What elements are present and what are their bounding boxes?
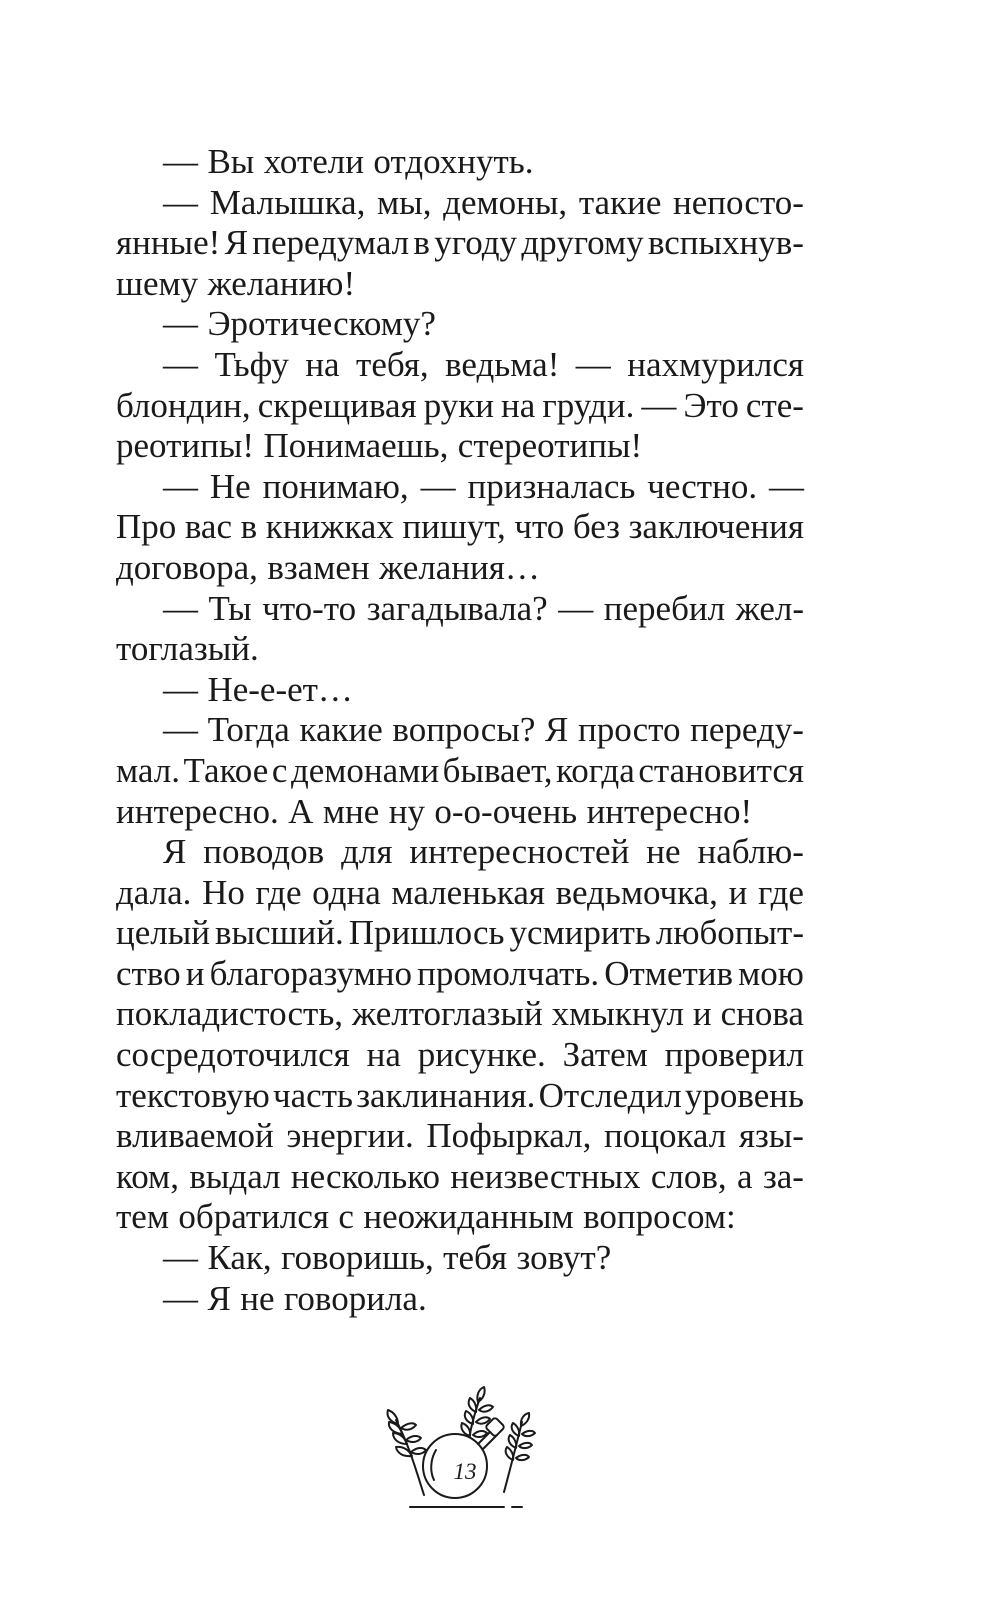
text-line: — Тьфу на тебя, ведьма! — нахмурился [163,344,804,384]
page-number: 13 [453,1459,477,1484]
text-line: — Вы хотели отдохнуть. [163,142,534,181]
text-line: — Я не говорила. [163,1278,427,1318]
text-line: реотипы! Понимаешь, стереотипы! [116,426,643,466]
text-line: вливаемой энергии. Пофыркал, поцокал язы- [116,1116,804,1156]
text-line: шему желанию! [116,263,356,303]
text-line: янные! Я передумал в угоду другому вспыхнув- [116,223,804,263]
text-line: ство и благоразумно промолчать. Отметив мою [116,953,804,993]
text-line: текстовую часть заклинания. Отследил уровень [116,1075,804,1115]
text-line: договора, взамен желания… [116,547,540,587]
text-line: — Малышка, мы, демоны, такие непосто- [163,182,804,222]
text-line: тоглазый. [116,629,259,669]
text-line: покладистость, желтоглазый хмыкнул и снова [116,994,804,1034]
text-line: — Как, говоришь, тебя зовут? [163,1238,612,1278]
text-line: блондин, скрещивая руки на груди. — Это сте- [116,385,804,425]
text-line: интересно. А мне ну о-о-очень интересно! [116,791,753,831]
text-line: тем обратился с неожиданным вопросом: [116,1197,736,1237]
text-line: — Не-е-ет… [163,669,353,709]
text-line: Про вас в книжках пишут, что без заключения [116,507,804,547]
text-line: целый высший. Пришлось усмирить любопыт- [116,913,804,953]
text-line: — Не понимаю, — призналась честно. — [163,466,804,506]
text-line: — Ты что-то загадывала? — перебил жел- [163,588,804,628]
text-line: сосредоточился на рисунке. Затем проверил [116,1035,804,1075]
text-line: мал. Такое с демонами бывает, когда становится [116,750,804,790]
text-line: — Тогда какие вопросы? Я просто переду- [163,710,804,750]
body-text [116,142,804,1319]
text-line: ком, выдал несколько неизвестных слов, а за- [116,1156,804,1196]
potion-bottle-with-herbs-icon [384,1380,544,1510]
text-line: дала. Но где одна маленькая ведьмочка, и где [116,872,804,912]
text-line: Я поводов для интересностей не наблю- [163,832,804,872]
text-line: — Эротическому? [163,304,436,344]
